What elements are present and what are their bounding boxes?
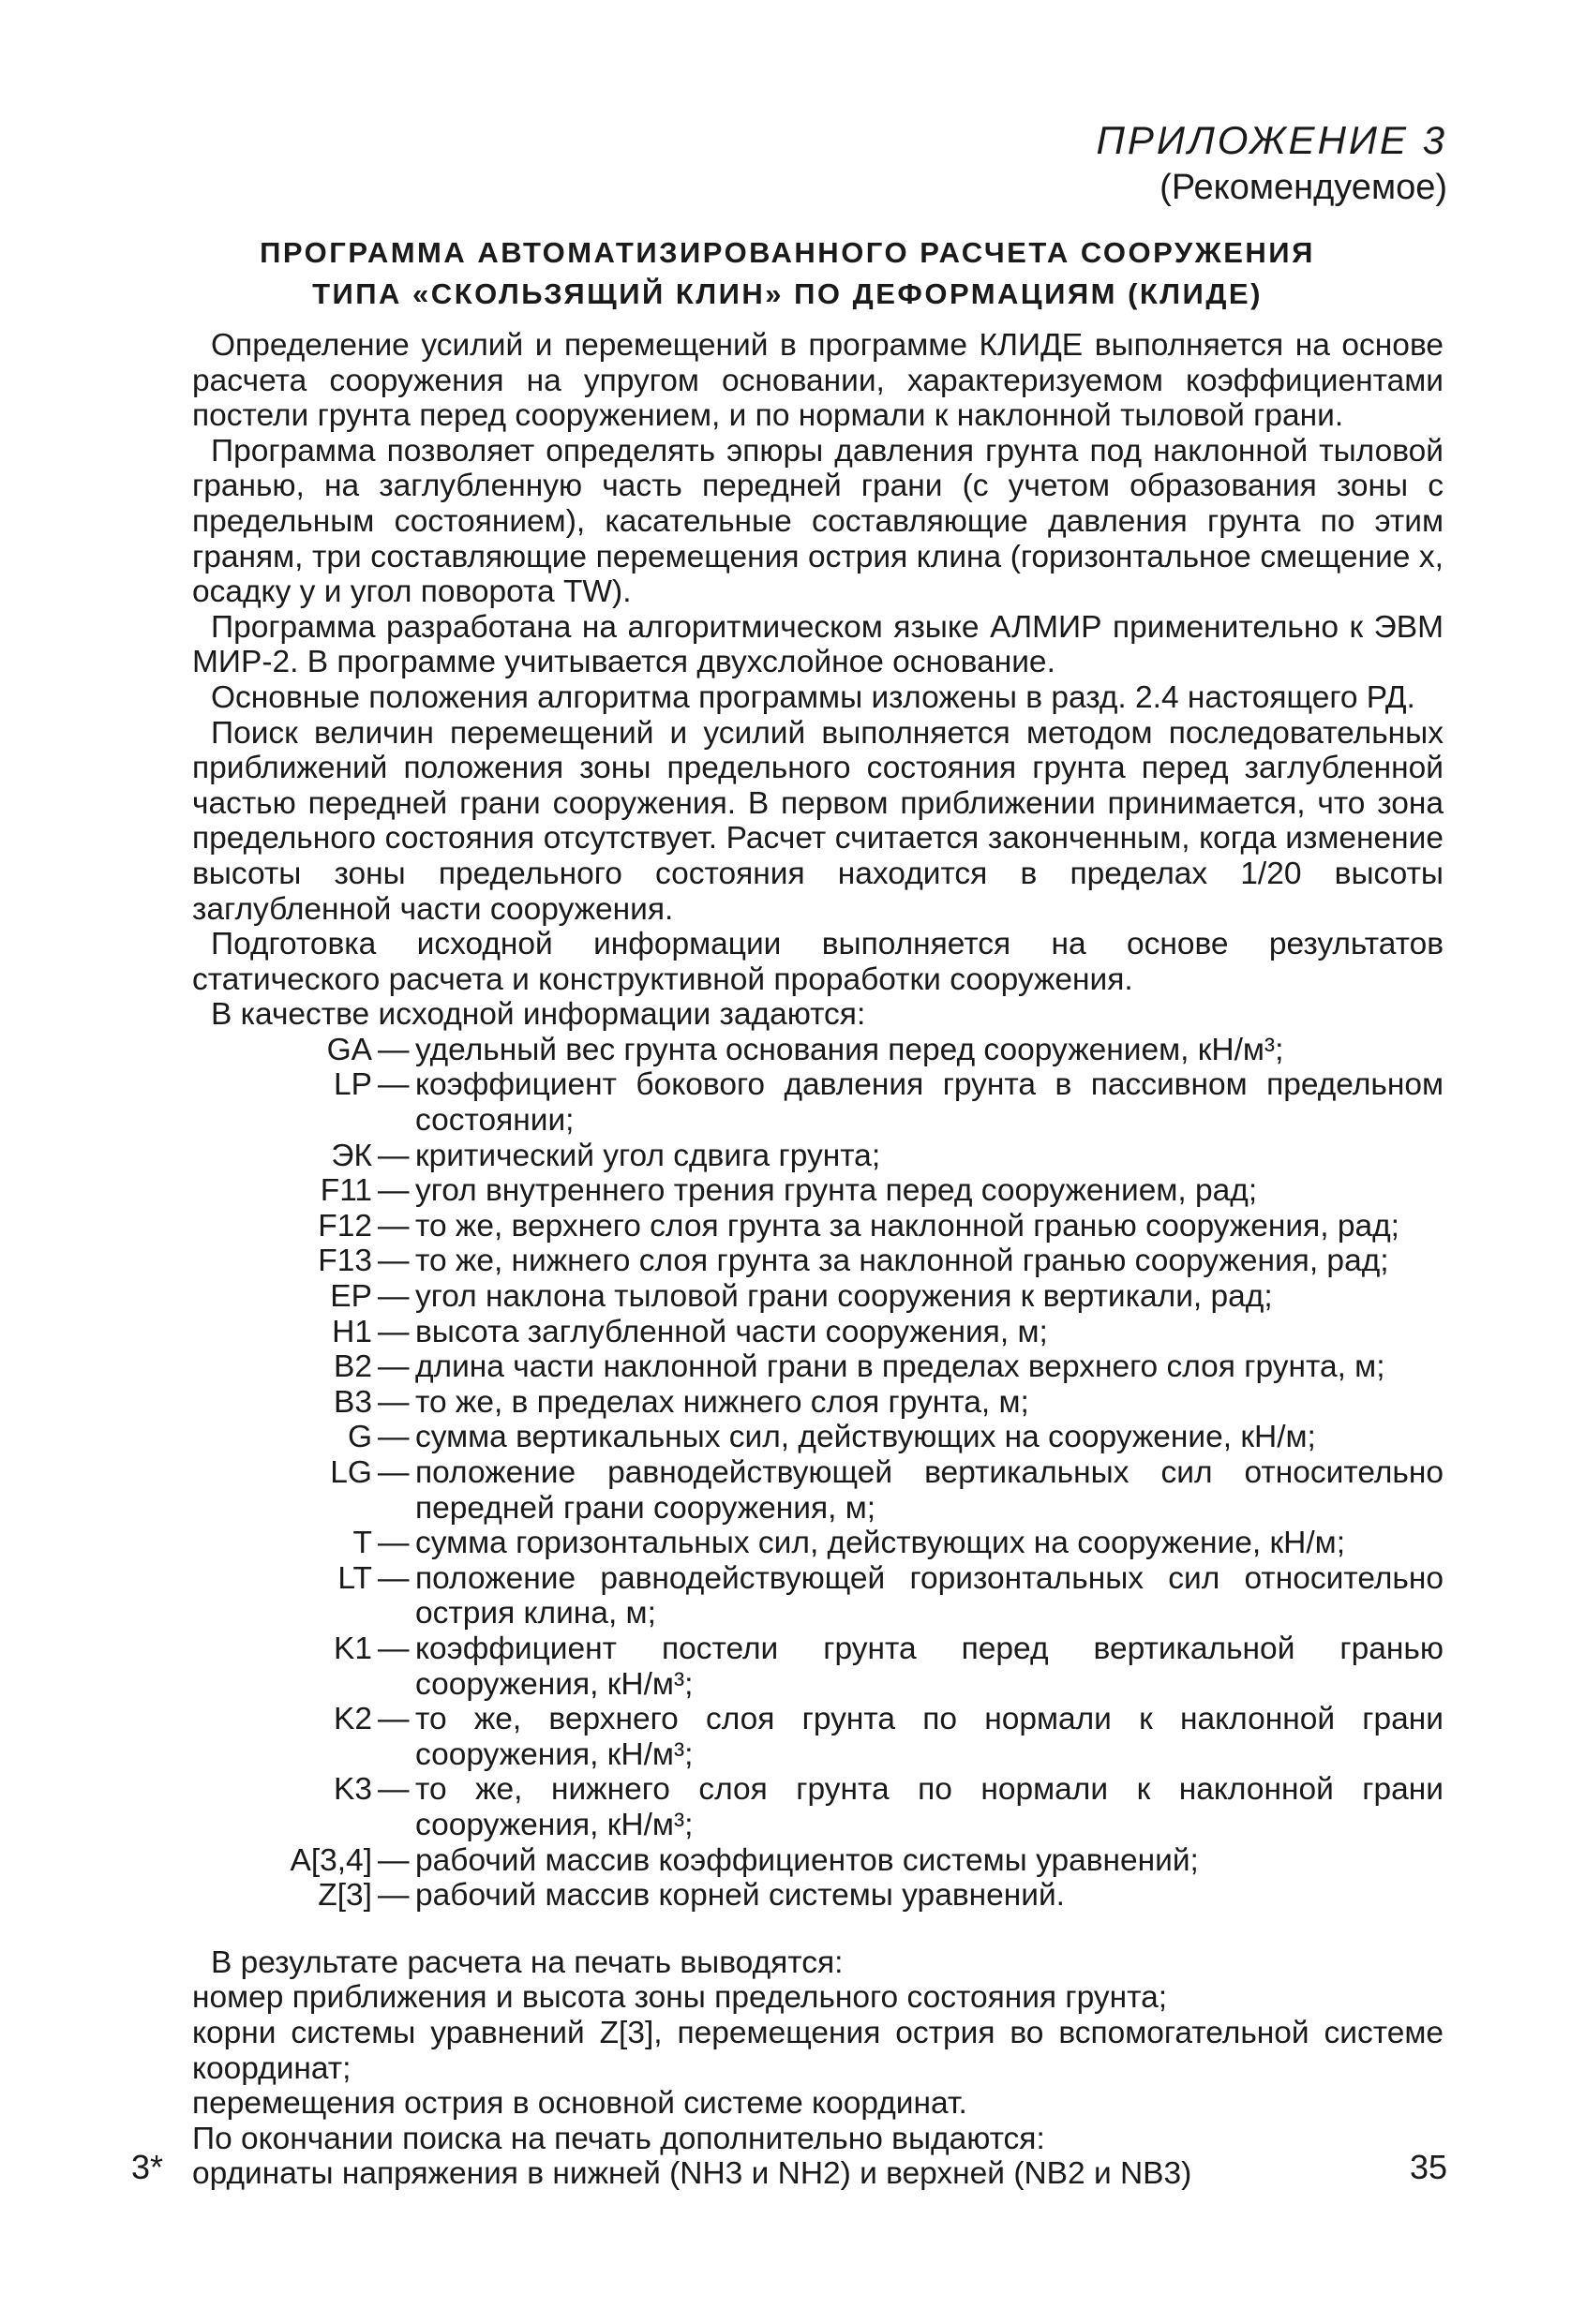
- definition-key: B3: [334, 1384, 372, 1420]
- definition-item: K1 — коэффициент постели грунта перед вертикальной гранью сооружения, кН/м³;: [192, 1631, 1444, 1702]
- definition-item: Z[3] — рабочий массив корней системы уравнений.: [192, 1878, 1444, 1914]
- output-line: номер приближения и высота зоны предельного состояния грунта;: [192, 1980, 1168, 2016]
- definition-text: то же, верхнего слоя грунта по нормали к наклонной грани сооружения, кН/м³;: [415, 1702, 1444, 1772]
- definition-text: угол внутреннего трения грунта перед сооружением, рад;: [415, 1173, 1258, 1209]
- definition-text: длина части наклонной грани в пределах верхнего слоя грунта, м;: [415, 1349, 1385, 1385]
- definition-text: удельный вес грунта основания перед сооружением, кН/м³;: [415, 1032, 1284, 1067]
- definition-text: то же, верхнего слоя грунта за наклонной гранью сооружения, рад;: [415, 1208, 1399, 1244]
- definition-item: LT — положение равнодействующей горизонтальных сил относительно острия клина, м;: [192, 1561, 1444, 1631]
- definition-item: B2 — длина части наклонной грани в пределах верхнего слоя грунта, м;: [192, 1349, 1444, 1385]
- output-line: ординаты напряжения в нижней (NH3 и NH2) и верхней (NB2 и NB3): [192, 2156, 1192, 2192]
- definition-text: рабочий массив коэффициентов системы уравнений;: [415, 1842, 1199, 1878]
- definition-item: K2 — то же, верхнего слоя грунта по нормали к наклонной грани сооружения, кН/м³;: [192, 1702, 1444, 1772]
- definition-text: то же, в пределах нижнего слоя грунта, м;: [415, 1384, 1029, 1420]
- definition-item: LG — положение равнодействующей вертикальных сил относительно передней грани сооружения, м;: [192, 1455, 1444, 1526]
- output-line: перемещения острия в основной системе координат.: [192, 2086, 967, 2122]
- paragraph-input-intro: В качестве исходной информации задаются:: [211, 997, 866, 1033]
- definition-text: положение равнодействующей горизонтальных сил относительно острия клина, м;: [415, 1560, 1444, 1631]
- appendix-label: ПРИЛОЖЕНИЕ 3: [1096, 118, 1447, 162]
- definition-text: сумма вертикальных сил, действующих на сооружение, кН/м;: [415, 1420, 1316, 1455]
- definition-key: H1: [332, 1314, 372, 1349]
- definition-list: [192, 1033, 1444, 1914]
- definition-item: F12 — то же, верхнего слоя грунта за наклонной гранью сооружения, рад;: [192, 1209, 1444, 1244]
- definition-item: GA — удельный вес грунта основания перед сооружением, кН/м³;: [192, 1033, 1444, 1068]
- definition-item: A[3,4] — рабочий массив коэффициентов системы уравнений;: [192, 1843, 1444, 1879]
- definition-item: T — сумма горизонтальных сил, действующих на сооружение, кН/м;: [192, 1526, 1444, 1561]
- paragraph-preparation: Подготовка исходной информации выполняется на основе результатов статического расчета и конструктивной проработки сооружения.: [192, 927, 1444, 997]
- title-line-1: ПРОГРАММА АВТОМАТИЗИРОВАННОГО РАСЧЕТА СООРУЖЕНИЯ: [260, 236, 1315, 269]
- definition-text: критический угол сдвига грунта;: [415, 1138, 881, 1173]
- definition-key: B2: [334, 1349, 372, 1385]
- definition-key: EP: [330, 1279, 372, 1315]
- definition-key: K1: [334, 1631, 372, 1666]
- definition-key: LT: [337, 1560, 372, 1596]
- output-line: По окончании поиска на печать дополнительно выдаются:: [192, 2121, 1045, 2156]
- title-line-2: ТИПА «СКОЛЬЗЯЩИЙ КЛИН» ПО ДЕФОРМАЦИЯМ (КЛИДЕ): [312, 277, 1263, 310]
- definition-text: положение равнодействующей вертикальных сил относительно передней грани сооружения, м;: [415, 1455, 1444, 1526]
- definition-key: F13: [318, 1244, 372, 1279]
- document-title: [131, 232, 1444, 315]
- definition-key: G: [347, 1420, 372, 1455]
- definition-key: GA: [326, 1032, 372, 1067]
- definition-item: LP — коэффициент бокового давления грунта в пассивном предельном состоянии;: [192, 1067, 1444, 1138]
- definition-key: Z[3]: [318, 1878, 372, 1914]
- definition-key: K2: [334, 1702, 372, 1737]
- definition-item: K3 — то же, нижнего слоя грунта по нормали к наклонной грани сооружения, кН/м³;: [192, 1772, 1444, 1842]
- definition-item: B3 — то же, в пределах нижнего слоя грунта, м;: [192, 1385, 1444, 1421]
- output-line: В результате расчета на печать выводятся:: [211, 1944, 844, 1980]
- definition-item: ЭК — критический угол сдвига грунта;: [192, 1139, 1444, 1174]
- definition-key: ЭК: [331, 1138, 372, 1173]
- definition-key: T: [352, 1526, 372, 1561]
- definition-item: F13 — то же, нижнего слоя грунта за наклонной гранью сооружения, рад;: [192, 1244, 1444, 1279]
- definition-text: сумма горизонтальных сил, действующих на сооружение, кН/м;: [415, 1526, 1346, 1561]
- paragraph-language: Программа разработана на алгоритмическом языке АЛМИР применительно к ЭВМ МИР-2. В программе учитывается двухслойное основание.: [192, 609, 1444, 680]
- definition-key: LG: [330, 1455, 372, 1490]
- definition-key: LP: [334, 1067, 372, 1103]
- definition-text: высота заглубленной части сооружения, м;: [415, 1314, 1048, 1349]
- definition-key: F11: [320, 1173, 372, 1209]
- definition-key: F12: [318, 1208, 372, 1244]
- appendix-header: [1096, 116, 1447, 210]
- definition-text: то же, нижнего слоя грунта по нормали к наклонной грани сооружения, кН/м³;: [415, 1772, 1444, 1842]
- paragraph-intro: Определение усилий и перемещений в программе КЛИДЕ выполняется на основе расчета сооружения на упругом основании, характеризуемом коэффициентами постели грунта перед сооружением, и по нормали к наклонной тыловой грани.: [192, 328, 1444, 434]
- paragraph-algorithm-reference: Основные положения алгоритма программы изложены в разд. 2.4 настоящего РД.: [211, 679, 1415, 715]
- definition-key: A[3,4]: [290, 1842, 372, 1878]
- definition-item: F11 — угол внутреннего трения грунта перед сооружением, рад;: [192, 1173, 1444, 1209]
- sheet-mark: 3*: [131, 2148, 164, 2186]
- page-number: 35: [1409, 2148, 1447, 2186]
- definition-text: коэффициент постели грунта перед вертикальной гранью сооружения, кН/м³;: [415, 1631, 1444, 1702]
- definition-item: H1 — высота заглубленной части сооружения, м;: [192, 1315, 1444, 1350]
- paragraph-search-method: Поиск величин перемещений и усилий выполняется методом последовательных приближений положения зоны предельного состояния грунта перед заглубленной частью передней грани сооружения. В первом приближении принимается, что зона предельного состояния отсутствует. Расчет считается законченным, когда изменение высоты зоны предельного состояния находится в пределах 1/20 высоты заглубленной части сооружения.: [192, 715, 1444, 927]
- definition-item: G — сумма вертикальных сил, действующих на сооружение, кН/м;: [192, 1420, 1444, 1455]
- paragraph-capabilities: Программа позволяет определять эпюры давления грунта под наклонной тыловой гранью, на заглубленную часть передней грани (с учетом образования зоны с предельным состоянием), касательные составляющие давления грунта по этим граням, три составляющие перемещения острия клина (горизонтальное смещение x, осадку y и угол поворота TW).: [192, 433, 1444, 610]
- definition-key: K3: [334, 1772, 372, 1808]
- body-text: [192, 328, 1444, 2192]
- appendix-note: (Рекомендуемое): [1160, 168, 1447, 207]
- definition-text: коэффициент бокового давления грунта в пассивном предельном состоянии;: [415, 1067, 1444, 1139]
- definition-item: EP — угол наклона тыловой грани сооружения к вертикали, рад;: [192, 1279, 1444, 1315]
- definition-text: угол наклона тыловой грани сооружения к вертикали, рад;: [415, 1279, 1273, 1315]
- output-line: корни системы уравнений Z[3], перемещения острия во вспомогательной системе координат;: [192, 2015, 1444, 2086]
- definition-text: рабочий массив корней системы уравнений.: [415, 1878, 1065, 1914]
- definition-text: то же, нижнего слоя грунта за наклонной гранью сооружения, рад;: [415, 1244, 1389, 1279]
